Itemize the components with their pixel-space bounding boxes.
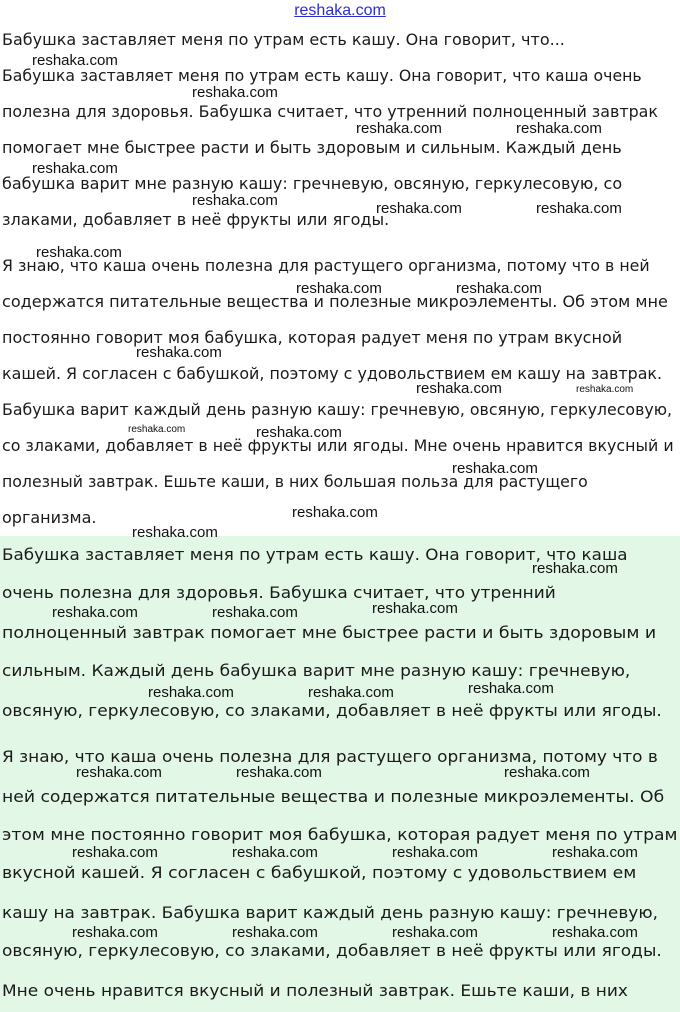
essay-1-line: Бабушка заставляет меня по утрам есть кашу. Она говорит, что... [2,30,565,49]
watermark-text: reshaka.com [52,604,138,621]
watermark-text: reshaka.com [308,684,394,701]
watermark-text: reshaka.com [516,120,602,137]
watermark-text: reshaka.com [232,924,318,941]
watermark-text: reshaka.com [72,844,158,861]
essay-1-line: кашей. Я согласен с бабушкой, поэтому с удовольствием ем кашу на завтрак. [2,364,663,383]
watermark-text: reshaka.com [256,424,342,441]
essay-1-line: злаками, добавляет в неё фрукты или ягоды. [2,210,390,229]
essay-2-line: овсяную, геркулесовую, со злаками, добавляет в неё фрукты или ягоды. [2,701,662,720]
watermark-text: reshaka.com [392,924,478,941]
essay-2-line: ней содержатся питательные вещества и полезные микроэлементы. Об [2,787,665,806]
watermark-text: reshaka.com [32,160,118,177]
watermark-text: reshaka.com [32,52,118,69]
watermark-text: reshaka.com [552,844,638,861]
essay-1-line: со злаками, добавляет в неё фрукты или ягоды. Мне очень нравится вкусный и [2,436,674,455]
watermark-text: reshaka.com [192,84,278,101]
essay-1-line: организма. [2,508,97,527]
essay-2-line: кашу на завтрак. Бабушка варит каждый день разную кашу: гречневую, [2,903,658,922]
watermark-text: reshaka.com [148,684,234,701]
watermark-text: reshaka.com [576,384,634,395]
watermark-text: reshaka.com [552,924,638,941]
essay-1-line: бабушка варит мне разную кашу: гречневую, овсяную, геркулесовую, со [2,174,623,193]
watermark-text: reshaka.com [376,200,462,217]
essay-1-line: постоянно говорит моя бабушка, которая радует меня по утрам вкусной [2,328,623,347]
essay-2-line: Бабушка заставляет меня по утрам есть кашу. Она говорит, что каша [2,545,628,564]
essay-2-line: Я знаю, что каша очень полезна для растущего организма, потому что в [2,747,658,766]
essay-2-line: вкусной кашей. Я согласен с бабушкой, поэтому с удовольствием ем [2,863,637,882]
watermark-text: reshaka.com [128,424,186,435]
watermark-text: reshaka.com [456,280,542,297]
essay-1-line: Бабушка варит каждый день разную кашу: гречневую, овсяную, геркулесовую, [2,400,673,419]
watermark-text: reshaka.com [36,244,122,261]
watermark-text: reshaka.com [356,120,442,137]
essay-1-line: полезный завтрак. Ешьте каши, в них большая польза для растущего [2,472,588,491]
essay-2-line: полноценный завтрак помогает мне быстрее расти и быть здоровым и [2,623,657,642]
site-link[interactable]: reshaka.com [294,2,386,19]
essay-2-line: этом мне постоянно говорит моя бабушка, которая радует меня по утрам [2,825,678,844]
essay-2-line: овсяную, геркулесовую, со злаками, добавляет в неё фрукты или ягоды. [2,941,662,960]
watermark-text: reshaka.com [416,380,502,397]
watermark-text: reshaka.com [468,680,554,697]
essay-2-line: Мне очень нравится вкусный и полезный завтрак. Ешьте каши, в них [2,981,628,1000]
essay-1-line: Бабушка заставляет меня по утрам есть кашу. Она говорит, что каша очень [2,66,642,85]
essay-1-line: полезна для здоровья. Бабушка считает, что утренний полноценный завтрак [2,102,658,121]
watermark-text: reshaka.com [232,844,318,861]
watermark-text: reshaka.com [76,764,162,781]
watermark-text: reshaka.com [136,344,222,361]
watermark-text: reshaka.com [536,200,622,217]
watermark-text: reshaka.com [372,600,458,617]
watermark-text: reshaka.com [392,844,478,861]
watermark-text: reshaka.com [72,924,158,941]
watermark-text: reshaka.com [236,764,322,781]
watermark-text: reshaka.com [212,604,298,621]
essay-2-line: сильным. Каждый день бабушка варит мне разную кашу: гречневую, [2,661,631,680]
watermark-text: reshaka.com [132,524,218,541]
essay-1-line: содержатся питательные вещества и полезные микроэлементы. Об этом мне [2,292,668,311]
essay-2-line: очень полезна для здоровья. Бабушка считает, что утренний [2,583,556,602]
watermark-text: reshaka.com [504,764,590,781]
essay-1-line: Я знаю, что каша очень полезна для растущего организма, потому что в ней [2,256,650,275]
watermark-text: reshaka.com [296,280,382,297]
watermark-text: reshaka.com [532,560,618,577]
essay-1-line: помогает мне быстрее расти и быть здоровым и сильным. Каждый день [2,138,622,157]
watermark-text: reshaka.com [192,192,278,209]
watermark-text: reshaka.com [452,460,538,477]
watermark-text: reshaka.com [292,504,378,521]
